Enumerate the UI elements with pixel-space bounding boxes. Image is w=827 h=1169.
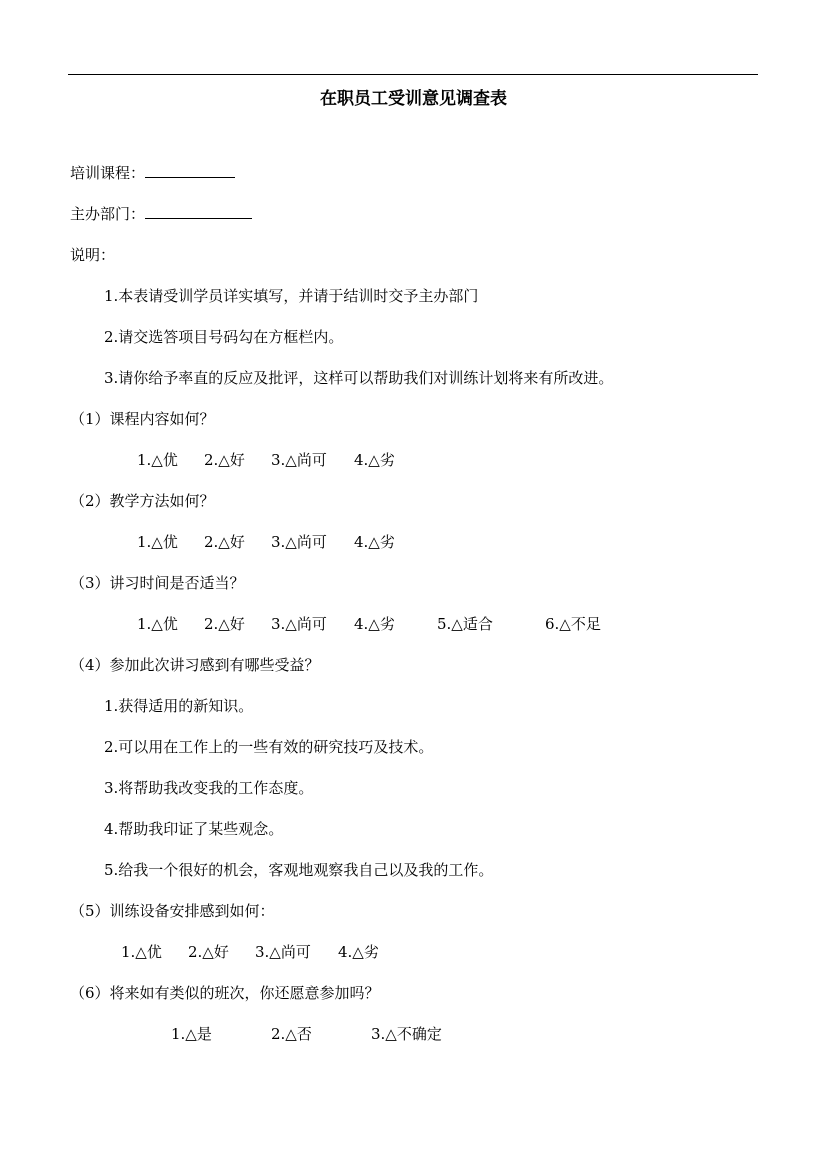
department-input[interactable] — [145, 204, 252, 219]
question-2: （2）教学方法如何？ — [70, 492, 215, 510]
q5-option-3[interactable]: 3.△尚可 — [255, 943, 311, 961]
benefit-item[interactable]: 5.给我一个很好的机会，客观地观察我自己以及我的工作。 — [104, 861, 494, 879]
q6-option-1[interactable]: 1.△是 — [171, 1025, 212, 1043]
course-input[interactable] — [145, 163, 235, 178]
q2-option-4[interactable]: 4.△劣 — [354, 533, 395, 551]
q2-option-1[interactable]: 1.△优 — [137, 533, 178, 551]
benefit-item[interactable]: 3.将帮助我改变我的工作态度。 — [104, 779, 314, 797]
q3-option-1[interactable]: 1.△优 — [137, 615, 178, 633]
benefit-item[interactable]: 1.获得适用的新知识。 — [104, 697, 254, 715]
q3-option-2[interactable]: 2.△好 — [204, 615, 245, 633]
q1-option-3[interactable]: 3.△尚可 — [271, 451, 327, 469]
q3-option-6[interactable]: 6.△不足 — [545, 615, 601, 633]
benefit-item[interactable]: 2.可以用在工作上的一些有效的研究技巧及技术。 — [104, 738, 434, 756]
question-3: （3）讲习时间是否适当？ — [70, 574, 245, 592]
department-field — [70, 204, 252, 224]
benefit-item[interactable]: 4.帮助我印证了某些观念。 — [104, 820, 284, 838]
course-field — [70, 163, 235, 183]
q1-option-1[interactable]: 1.△优 — [137, 451, 178, 469]
department-label: 主办部门： — [70, 205, 146, 223]
instruction-item: 3.请你给予率直的反应及批评，这样可以帮助我们对训练计划将来有所改进。 — [104, 369, 614, 387]
q5-option-1[interactable]: 1.△优 — [121, 943, 162, 961]
instructions-label: 说明： — [70, 246, 116, 264]
header-rule — [68, 74, 758, 75]
q2-option-2[interactable]: 2.△好 — [204, 533, 245, 551]
instruction-item: 1.本表请受训学员详实填写，并请于结训时交予主办部门 — [104, 287, 479, 305]
q1-option-4[interactable]: 4.△劣 — [354, 451, 395, 469]
instruction-item: 2.请交选答项目号码勾在方框栏内。 — [104, 328, 344, 346]
question-6: （6）将来如有类似的班次，你还愿意参加吗？ — [70, 984, 380, 1002]
q1-option-2[interactable]: 2.△好 — [204, 451, 245, 469]
question-4: （4）参加此次讲习感到有哪些受益？ — [70, 656, 320, 674]
q3-option-5[interactable]: 5.△适合 — [437, 615, 493, 633]
page-title: 在职员工受训意见调查表 — [320, 89, 507, 109]
question-5: （5）训练设备安排感到如何： — [70, 902, 275, 920]
q6-option-2[interactable]: 2.△否 — [271, 1025, 312, 1043]
course-label: 培训课程： — [70, 164, 146, 182]
question-1: （1）课程内容如何？ — [70, 410, 215, 428]
q6-option-3[interactable]: 3.△不确定 — [371, 1025, 442, 1043]
q3-option-3[interactable]: 3.△尚可 — [271, 615, 327, 633]
q3-option-4[interactable]: 4.△劣 — [354, 615, 395, 633]
q2-option-3[interactable]: 3.△尚可 — [271, 533, 327, 551]
q5-option-4[interactable]: 4.△劣 — [338, 943, 379, 961]
q5-option-2[interactable]: 2.△好 — [188, 943, 229, 961]
